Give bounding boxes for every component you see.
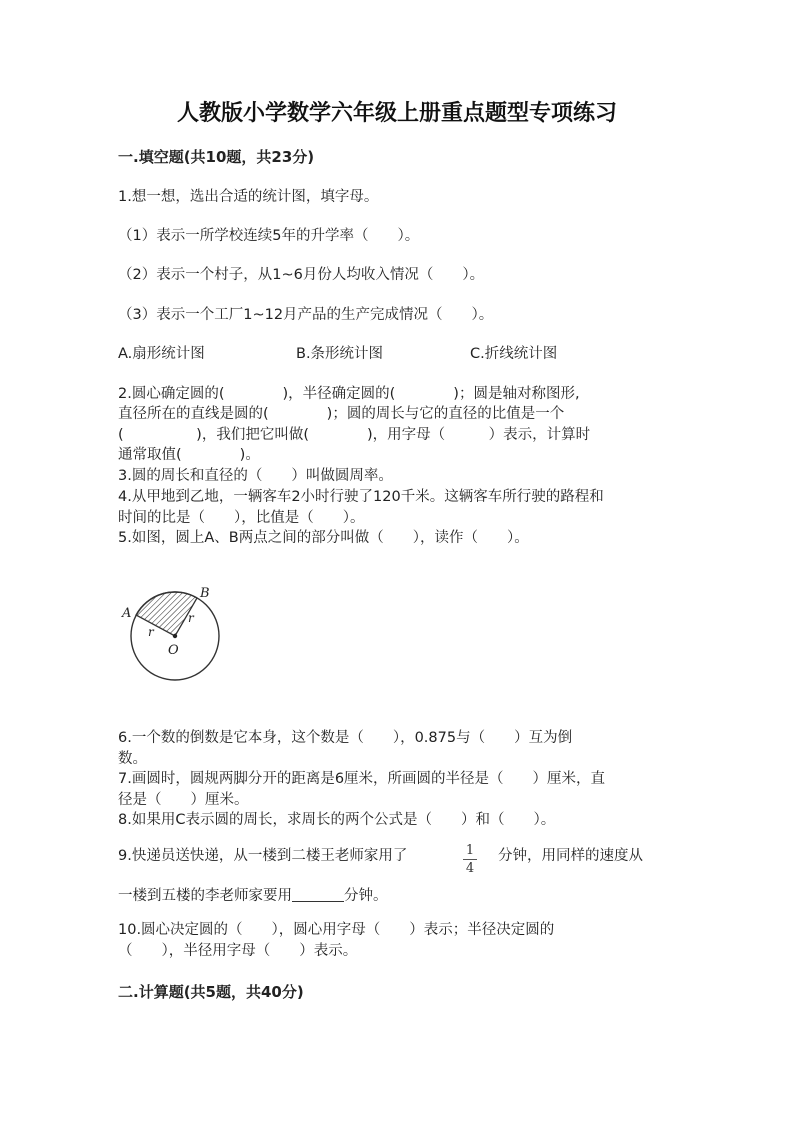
fraction-denominator: 4 (465, 861, 475, 876)
question-2-line-3: ( )，我们把它叫做( )，用字母（ ）表示，计算时 (118, 427, 591, 443)
question-9-line-2-text: 一楼到五楼的李老师家要用 (118, 888, 292, 904)
label-a: A (122, 606, 132, 621)
question-2-line-1: 2.圆心确定圆的( )，半径确定圆的( )；圆是轴对称图形, (118, 386, 580, 402)
circle-sector-figure (110, 580, 240, 690)
question-1-sub-3: （3）表示一个工厂1~12月产品的生产完成情况（ ）。 (118, 307, 494, 323)
section-heading-calculation: 二.计算题(共5题，共40分) (118, 983, 304, 1001)
section-heading-fill-blank: 一.填空题(共10题，共23分) (118, 148, 315, 166)
label-o: O (168, 643, 179, 658)
question-7-line-1: 7.画圆时，圆规两脚分开的距离是6厘米，所画圆的半径是（ ）厘米，直 (118, 771, 606, 787)
question-9-line-2-unit: 分钟。 (344, 888, 388, 904)
question-1-sub-2: （2）表示一个村子，从1~6月份人均收入情况（ ）。 (118, 267, 485, 283)
center-point-o (173, 634, 177, 638)
question-1-stem: 1.想一想，选出合适的统计图，填字母。 (118, 189, 379, 205)
question-9-line-2 (118, 886, 388, 907)
fraction-bar (463, 859, 477, 860)
question-5-line-1: 5.如图，圆上A、B两点之间的部分叫做（ ），读作（ ）。 (118, 530, 529, 546)
label-r-left: r (148, 625, 154, 639)
question-1-option-a: A.扇形统计图 (118, 346, 205, 362)
question-7-line-2: 径是（ ）厘米。 (118, 792, 249, 808)
question-1-option-b: B.条形统计图 (296, 346, 384, 362)
question-9-part-2: 分钟，用同样的速度从 (498, 848, 643, 864)
label-b: B (200, 586, 210, 601)
question-10-line-2: （ ），半径用字母（ ）表示。 (118, 943, 358, 959)
fraction-numerator: 1 (465, 843, 475, 858)
question-1-option-c: C.折线统计图 (470, 346, 558, 362)
question-3-line-1: 3.圆的周长和直径的（ ）叫做圆周率。 (118, 468, 393, 484)
question-8-line-1: 8.如果用C表示圆的周长，求周长的两个公式是（ ）和（ ）。 (118, 812, 556, 828)
label-r-right: r (188, 611, 194, 625)
answer-blank-line[interactable] (292, 887, 344, 902)
question-9-part-1: 9.快递员送快递，从一楼到二楼王老师家用了 (118, 848, 408, 864)
fraction-one-quarter (463, 843, 477, 876)
page-title: 人教版小学数学六年级上册重点题型专项练习 (176, 100, 617, 126)
question-2-line-2: 直径所在的直线是圆的( )；圆的周长与它的直径的比值是一个 (118, 406, 565, 422)
question-6-line-2: 数。 (118, 751, 147, 767)
question-1-sub-1: （1）表示一所学校连续5年的升学率（ ）。 (118, 228, 420, 244)
question-4-line-2: 时间的比是（ ），比值是（ ）。 (118, 510, 365, 526)
question-10-line-1: 10.圆心决定圆的（ ），圆心用字母（ ）表示；半径决定圆的 (118, 922, 555, 938)
question-6-line-1: 6.一个数的倒数是它本身，这个数是（ ），0.875与（ ）互为倒 (118, 730, 573, 746)
question-4-line-1: 4.从甲地到乙地，一辆客车2小时行驶了120千米。这辆客车所行驶的路程和 (118, 489, 604, 505)
question-2-line-4: 通常取值( )。 (118, 447, 260, 463)
